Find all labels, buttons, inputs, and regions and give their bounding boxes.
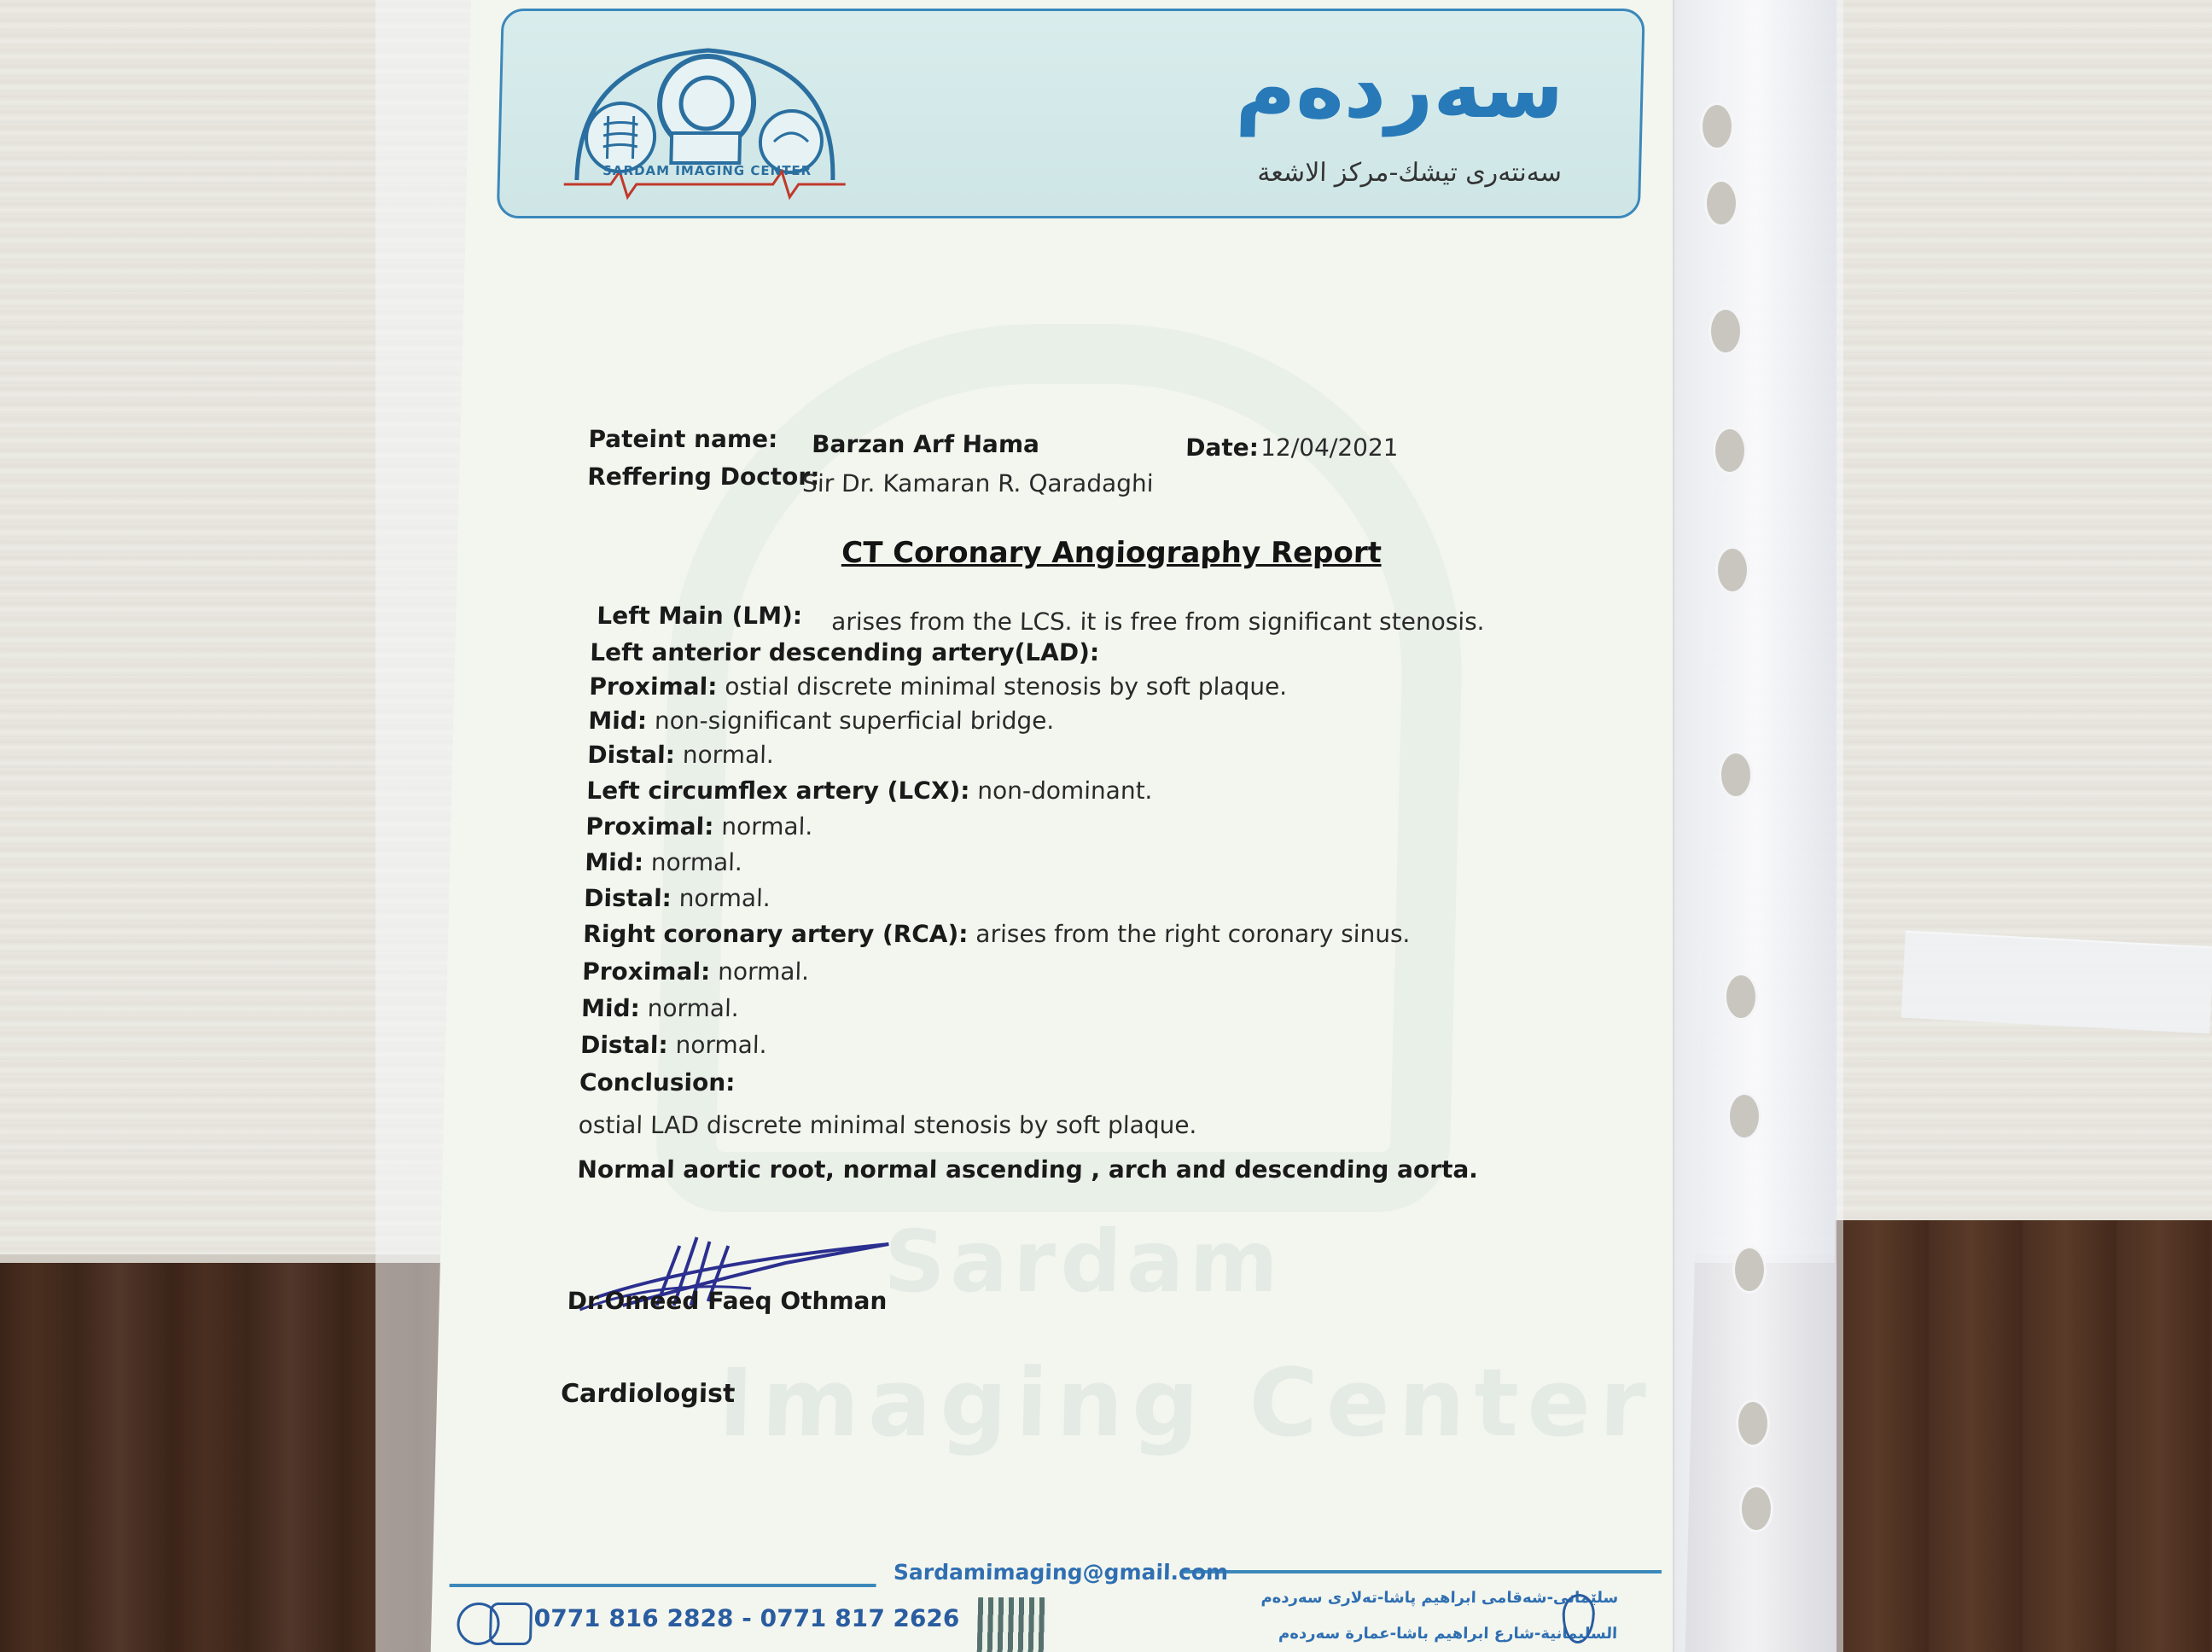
- rca-distal-value: normal.: [675, 1031, 767, 1059]
- wood-panel: [1835, 1220, 2212, 1652]
- patient-name-value: Barzan Arf Hama: [811, 430, 1040, 458]
- lad-mid-row: [588, 707, 1055, 735]
- lad-proximal-row: [589, 672, 1288, 701]
- footer-phones: 0771 816 2828 - 0771 817 2626: [533, 1604, 960, 1632]
- watermark-imaging-center: Imaging Center: [717, 1348, 1656, 1457]
- signing-doctor: Dr.Omeed Faeq Othman: [567, 1287, 888, 1315]
- date-value: 12/04/2021: [1260, 433, 1399, 462]
- lcx-proximal-label: Proximal:: [585, 812, 714, 841]
- punch-hole: [1727, 1092, 1761, 1140]
- punch-hole: [1704, 179, 1738, 227]
- rca-mid-row: [581, 994, 739, 1022]
- footer-divider-right: [1184, 1570, 1662, 1573]
- lcx-mid-value: normal.: [650, 848, 743, 876]
- date-label: Date:: [1185, 433, 1260, 462]
- lcx-label: Left circumflex artery (LCX):: [585, 777, 970, 805]
- lcx-value: non-dominant.: [976, 777, 1153, 805]
- phone-icon: [489, 1603, 533, 1645]
- punch-hole: [1736, 1399, 1770, 1447]
- report-title: CT Coronary Angiography Report: [841, 536, 1382, 570]
- sardam-logo: [559, 35, 853, 206]
- rca-distal-label: Distal:: [579, 1031, 669, 1059]
- lcx-distal-label: Distal:: [583, 884, 672, 912]
- conclusion-label: Conclusion:: [579, 1068, 736, 1096]
- lad-distal-row: [587, 741, 774, 769]
- punch-hole: [1713, 427, 1747, 474]
- lad-proximal-value: ostial discrete minimal stenosis by soft plaque.: [724, 672, 1288, 701]
- punch-hole: [1732, 1246, 1767, 1294]
- punch-hole: [1715, 546, 1749, 594]
- lm-value: arises from the LCS. it is free from significant stenosis.: [830, 608, 1486, 636]
- footer-address-kurdish: سلێمانی-شەقامی ابراهیم پاشا-تەلاری سەردەم: [1260, 1589, 1619, 1607]
- punch-hole: [1719, 751, 1753, 799]
- lcx-proximal-value: normal.: [720, 812, 813, 841]
- rca-mid-value: normal.: [647, 994, 740, 1022]
- loose-plastic-sheet: [1901, 931, 2212, 1034]
- report-paper: [431, 0, 1726, 1652]
- lcx-proximal-row: [585, 812, 813, 841]
- qr-code: [977, 1597, 1047, 1652]
- punch-hole: [1708, 307, 1743, 355]
- lcx-distal-value: normal.: [678, 884, 771, 912]
- doctor-role: Cardiologist: [560, 1379, 736, 1409]
- watermark-sardam: Sardam: [882, 1212, 1285, 1312]
- referring-doctor-value: Sir Dr. Kamaran R. Qaradaghi: [801, 469, 1154, 497]
- lcx-mid-row: [585, 848, 742, 876]
- punch-hole: [1739, 1485, 1773, 1533]
- lm-label: Left Main (LM):: [596, 602, 803, 630]
- lcx-mid-label: Mid:: [584, 848, 644, 876]
- letterhead: [497, 9, 1645, 218]
- lad-distal-label: Distal:: [586, 741, 676, 769]
- rca-mid-label: Mid:: [580, 994, 641, 1022]
- rca-label: Right coronary artery (RCA):: [582, 920, 969, 948]
- footer-divider-left: [450, 1584, 876, 1587]
- patient-name-label: Pateint name:: [588, 425, 778, 453]
- chest-xray-icon: [585, 103, 655, 172]
- lad-label: Left anterior descending artery(LAD):: [589, 638, 1100, 666]
- logo-caption: SARDAM IMAGING CENTER: [602, 163, 812, 178]
- rca-row: [583, 920, 1411, 948]
- rca-distal-row: [580, 1031, 767, 1059]
- conclusion-line-1: ostial LAD discrete minimal stenosis by soft plaque.: [578, 1111, 1197, 1139]
- brand-subtitle-arabic: سەنتەری تیشك-مركز الاشعة: [1256, 158, 1563, 188]
- rca-value: arises from the right coronary sinus.: [975, 920, 1411, 948]
- conclusion-line-2: Normal aortic root, normal ascending , arch and descending aorta.: [577, 1155, 1479, 1184]
- punch-hole: [1724, 973, 1758, 1021]
- lad-distal-value: normal.: [682, 741, 775, 769]
- lad-mid-value: non-significant superficial bridge.: [654, 707, 1055, 735]
- lad-mid-label: Mid:: [587, 707, 648, 735]
- referring-doctor-label: Reffering Doctor:: [586, 462, 820, 491]
- rca-proximal-label: Proximal:: [581, 957, 711, 986]
- rca-proximal-value: normal.: [717, 957, 810, 986]
- lcx-row: [586, 777, 1153, 805]
- brand-name-arabic: سەردەم: [1234, 41, 1565, 137]
- punch-hole: [1700, 102, 1734, 150]
- lcx-distal-row: [584, 884, 771, 912]
- footer-email: Sardamimaging@gmail.com: [893, 1560, 1229, 1585]
- footer-address-arabic: السليمانية-شارع ابراهيم باشا-عمارة سەردەم: [1278, 1625, 1618, 1643]
- sleeve-binding-strip: [1673, 0, 1837, 1652]
- rca-proximal-row: [582, 957, 810, 986]
- lad-proximal-label: Proximal:: [588, 672, 718, 701]
